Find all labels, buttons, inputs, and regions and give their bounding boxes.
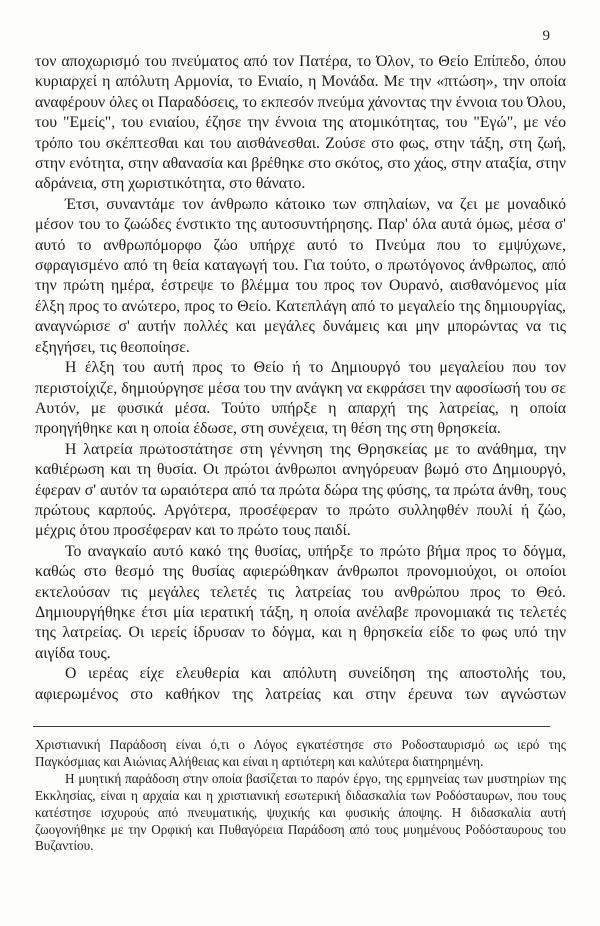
body-paragraph-continuation: τον αποχωρισμό του πνεύματος από τον Πατέρα, το Όλον, το Θείο Επίπεδο, όπου κυριαρχεί η απόλυτη Αρμονία, το Ενιαίο, η Μονάδα. Με την «πτώση», την οποία αναφέρουν όλες οι Παραδόσεις, το εκπεσόν πνεύμα χάνοντας την έννοια του Όλου, του "Εμείς", του ενιαίου, έζησε την έννοια της ατομικότητας, του "Εγώ", με νέο τρόπο του σκέπτεσθαι και του αισθάνεσθαι. Ζούσε στο φως, στην τάξη, στη ζωή, στην ενότητα, στην αθανασία και βρέθηκε στο σκότος, στο χάος, στην αταξία, στην αδράνεια, στη χωριστικότητα, στο θάνατο.: [35, 53, 566, 193]
body-paragraph: Το αναγκαίο αυτό κακό της θυσίας, υπήρξε το πρώτο βήμα προς το δόγμα, καθώς στο θεσμό της θυσίας αφιερώθηκαν άνθρωποι προνομιούχοι, οι οποίοι εκτελούσαν τις μεγάλες τελετές τις λατρείας του ανθρώπου προς το Θεό. Δημιουργήθηκε έτσι μία ιερατική τάξη, η οποία ανέλαβε προνομιακά τις τελετές της λατρείας. Οι ιερείς ίδρυσαν το δόγμα, και η θρησκεία είδε το φως υπό την αιγίδα τους.: [35, 542, 566, 662]
body-paragraph: Η έλξη του αυτή προς το Θείο ή το Δημιουργό του μεγαλείου που τον περιστοίχιζε, δημιούργησε μέσα του την ανάγκη να εκφράσει την αφοσίωσή του σε Αυτόν, με φυσικά μέσα. Τούτο υπήρξε η απαρχή της λατρείας, η οποία προηγήθηκε και η οποία έδωσε, στη συνέχεια, τη θέση της στη θρησκεία.: [35, 359, 566, 438]
body-paragraph-incomplete: Ο ιερέας είχε ελευθερία και απόλυτη συνείδηση της αποστολής του, αφιερωμένος στο καθήκον της λατρείας και στην έρευνα των αγνώστων: [35, 665, 566, 703]
body-paragraph: Έτσι, συναντάμε τον άνθρωπο κάτοικο των σπηλαίων, να ζει με μοναδικό μέσον του το ζωώδες ένστικτο της αυτοσυντήρησης. Παρ' όλα αυτά όμως, μέσα σ' αυτό το ανθρωπόμορφο ζώο υπήρχε αυτό το Πνεύμα που το εμψύχωνε, σφραγισμένο από τη θεία καταγωγή του. Για τούτο, ο πρωτόγονος άνθρωπος, από την πρώτη ημέρα, έστρεψε το βλέμμα του προς τον Ουρανό, αισθανόμενος μία έλξη προς το ανώτερο, προς το Θείο. Κατεπλάγη από το μεγαλείο της δημιουργίας, αναγνώρισε σ' αυτήν πολλές και μεγάλες δυνάμεις και μην μπορώντας να τις εξηγήσει, τις θεοποίησε.: [35, 195, 566, 356]
page-number: 9: [542, 28, 550, 44]
footnote-separator: [33, 726, 550, 727]
footnote-paragraph: Η μυητική παράδοση στην οποία βασίζεται το παρόν έργο, της ερμηνείας των μυστηρίων της Εκκλησίας, είναι η αρχαία και η χριστιανική εσωτερική διδασκαλία των Ροδόσταυρων, που τους κατέστησε ισχυρούς από πνευματικής, ψυχικής και φυσικής άποψης. Η διδασκαλία αυτή ζωογονήθηκε με την Ορφική και Πυθαγόρεια Παράδοση από τους μυημένους Ροδόσταυρους του Βυζαντίου.: [35, 770, 566, 854]
body-paragraph: Η λατρεία πρωτοστάτησε στη γέννηση της Θρησκείας με το ανάθημα, την καθιέρωση και τη θυσία. Οι πρώτοι άνθρωποι ανηγόρευαν βωμό στο Δημιουργό, έφεραν σ' αυτόν τα ωραιότερα από τα πρώτα δώρα της φύσης, τα πρώτα άνθη, τους πρώτους καρπούς. Αργότερα, προσέφεραν το πρώτο συλληφθέν πουλί ή ζώο, μέχρις ότου προσέφεραν και το πρώτο τους παιδί.: [35, 440, 566, 540]
body-text: [35, 52, 566, 705]
footnotes: [35, 737, 566, 855]
footnote-paragraph: Χριστιανική Παράδοση είναι ό,τι ο Λόγος εγκατέστησε στο Ροδοσταυρισμό ως ιερό της Παγκόσμιας και Αιώνιας Αλήθειας και είναι η αρτιότερη και καλύτερα διατηρημένη.: [35, 737, 566, 769]
